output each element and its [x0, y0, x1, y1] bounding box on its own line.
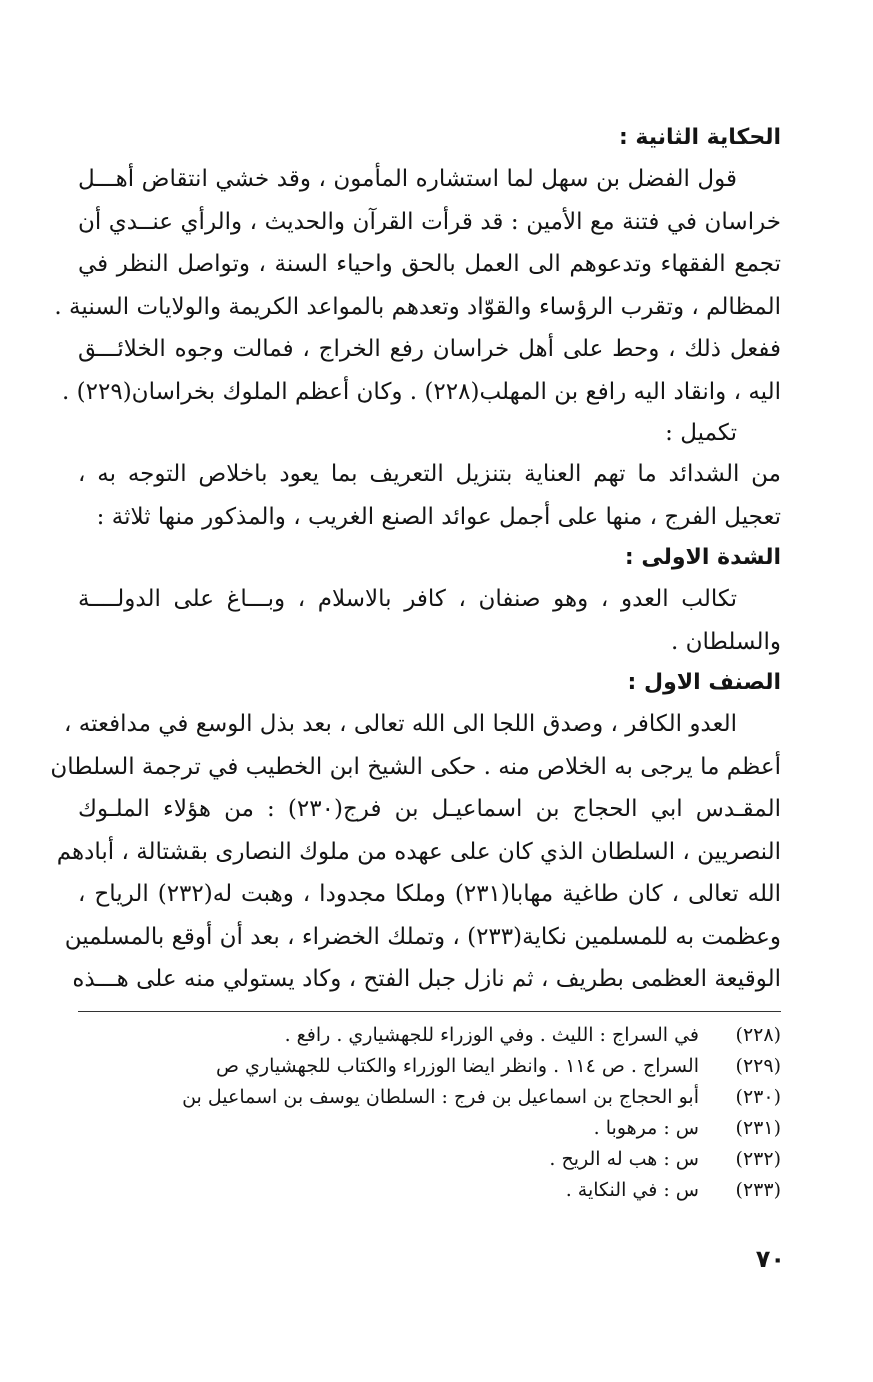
text-line: من الشدائد ما تهم العناية بتنزيل التعريف بما يعود باخلاص التوجه به ،: [78, 461, 781, 487]
text-line: ففعل ذلك ، وحط على أهل خراسان رفع الخراج ، فمالت وجوه الخلائـــق: [78, 336, 781, 362]
paragraph-enemy-types: [78, 578, 781, 663]
footnote-number: (٢٣٢): [735, 1147, 781, 1170]
text-line: والسلطان .: [670, 628, 781, 655]
text-line: أعظم ما يرجى به الخلاص منه . حكى الشيخ ابن الخطيب في ترجمة السلطان: [50, 753, 781, 780]
footnotes: [78, 1020, 781, 1206]
footnote-number: (٢٣١): [735, 1116, 781, 1139]
text-line: اليه ، وانقاد اليه رافع بن المهلب(٢٢٨) . وكان أعظم الملوك بخراسان(٢٢٩) .: [62, 378, 781, 405]
section-heading-first-hardship: الشدة الاولى :: [624, 545, 781, 570]
text-line: تعجيل الفرج ، منها على أجمل عوائد الصنع الغريب ، والمذكور منها ثلاثة :: [96, 503, 781, 530]
text-line: تجمع الفقهاء وتدعوهم الى العمل بالحق واحياء السنة ، وتواصل النظر في: [78, 251, 781, 277]
footnote-text: س : مرهوبا .: [593, 1116, 699, 1139]
footnote: [78, 1175, 781, 1206]
footnote-text: أبو الحجاج بن اسماعيل بن فرج : السلطان يوسف بن اسماعيل بن: [182, 1085, 699, 1108]
footnote: [78, 1113, 781, 1144]
page-number: ٧٠: [755, 1245, 785, 1273]
footnote-text: س : هب له الريح .: [549, 1147, 699, 1170]
text-line: المظالم ، وتقرب الرؤساء والقوّاد وتعدهم بالمواعد الكريمة والولايات السنية .: [54, 293, 781, 320]
text-line: خراسان في فتنة مع الأمين : قد قرأت القرآن والحديث ، والرأي عنــدي أن: [78, 208, 781, 235]
footnote-number: (٢٣٣): [735, 1178, 781, 1201]
text-line: العدو الكافر ، وصدق اللجا الى الله تعالى ، بعد بذل الوسع في مدافعته ،: [64, 711, 737, 737]
footnote: [78, 1051, 781, 1082]
footnote-text: السراج . ص ١١٤ . وانظر ايضا الوزراء والكتاب للجهشياري ص: [216, 1054, 699, 1077]
text-line: الوقيعة العظمى بطريف ، ثم نازل جبل الفتح ، وكاد يستولي منه على هـــذه: [72, 966, 781, 992]
section-heading-first-type: الصنف الاول :: [627, 670, 781, 695]
footnote-number: (٢٢٩): [735, 1054, 781, 1077]
footnote-number: (٢٢٨): [735, 1023, 781, 1046]
footnote-divider: [78, 1011, 781, 1012]
text-line: النصريين ، السلطان الذي كان على عهده من ملوك النصارى بقشتالة ، أبادهم: [56, 838, 781, 865]
text-line: تكالب العدو ، وهو صنفان ، كافر بالاسلام ، وبـــاغ على الدولــــة: [78, 586, 737, 612]
footnote: [78, 1082, 781, 1113]
text-line: قول الفضل بن سهل لما استشاره المأمون ، وقد خشي انتقاض أهـــل: [78, 166, 737, 192]
paragraph-infidel-enemy: [50, 703, 781, 1001]
section-heading-second-story: الحكاية الثانية :: [618, 125, 781, 150]
footnote-text: في السراج : الليث . وفي الوزراء للجهشياري . رافع .: [284, 1023, 699, 1046]
text-line: الله تعالى ، كان طاغية مهابا(٢٣١) وملكا مجدودا ، وهبت له(٢٣٢) الرياح ،: [78, 881, 781, 907]
section-heading-supplement: تكميل :: [665, 420, 737, 446]
footnote: [78, 1144, 781, 1175]
footnote-number: (٢٣٠): [735, 1085, 781, 1108]
text-line: المقـدس ابي الحجاج بن اسماعيـل بن فرج(٢٣٠) : من هؤلاء الملـوك: [78, 796, 781, 822]
paragraph-fadl-ibn-sahl: [54, 158, 781, 413]
paragraph-hardships-intro: [78, 453, 781, 538]
footnote-text: س : في النكاية .: [565, 1178, 699, 1201]
text-line: وعظمت به للمسلمين نكاية(٢٣٣) ، وتملك الخضراء ، بعد أن أوقع بالمسلمين: [64, 923, 781, 950]
footnote: [78, 1020, 781, 1051]
